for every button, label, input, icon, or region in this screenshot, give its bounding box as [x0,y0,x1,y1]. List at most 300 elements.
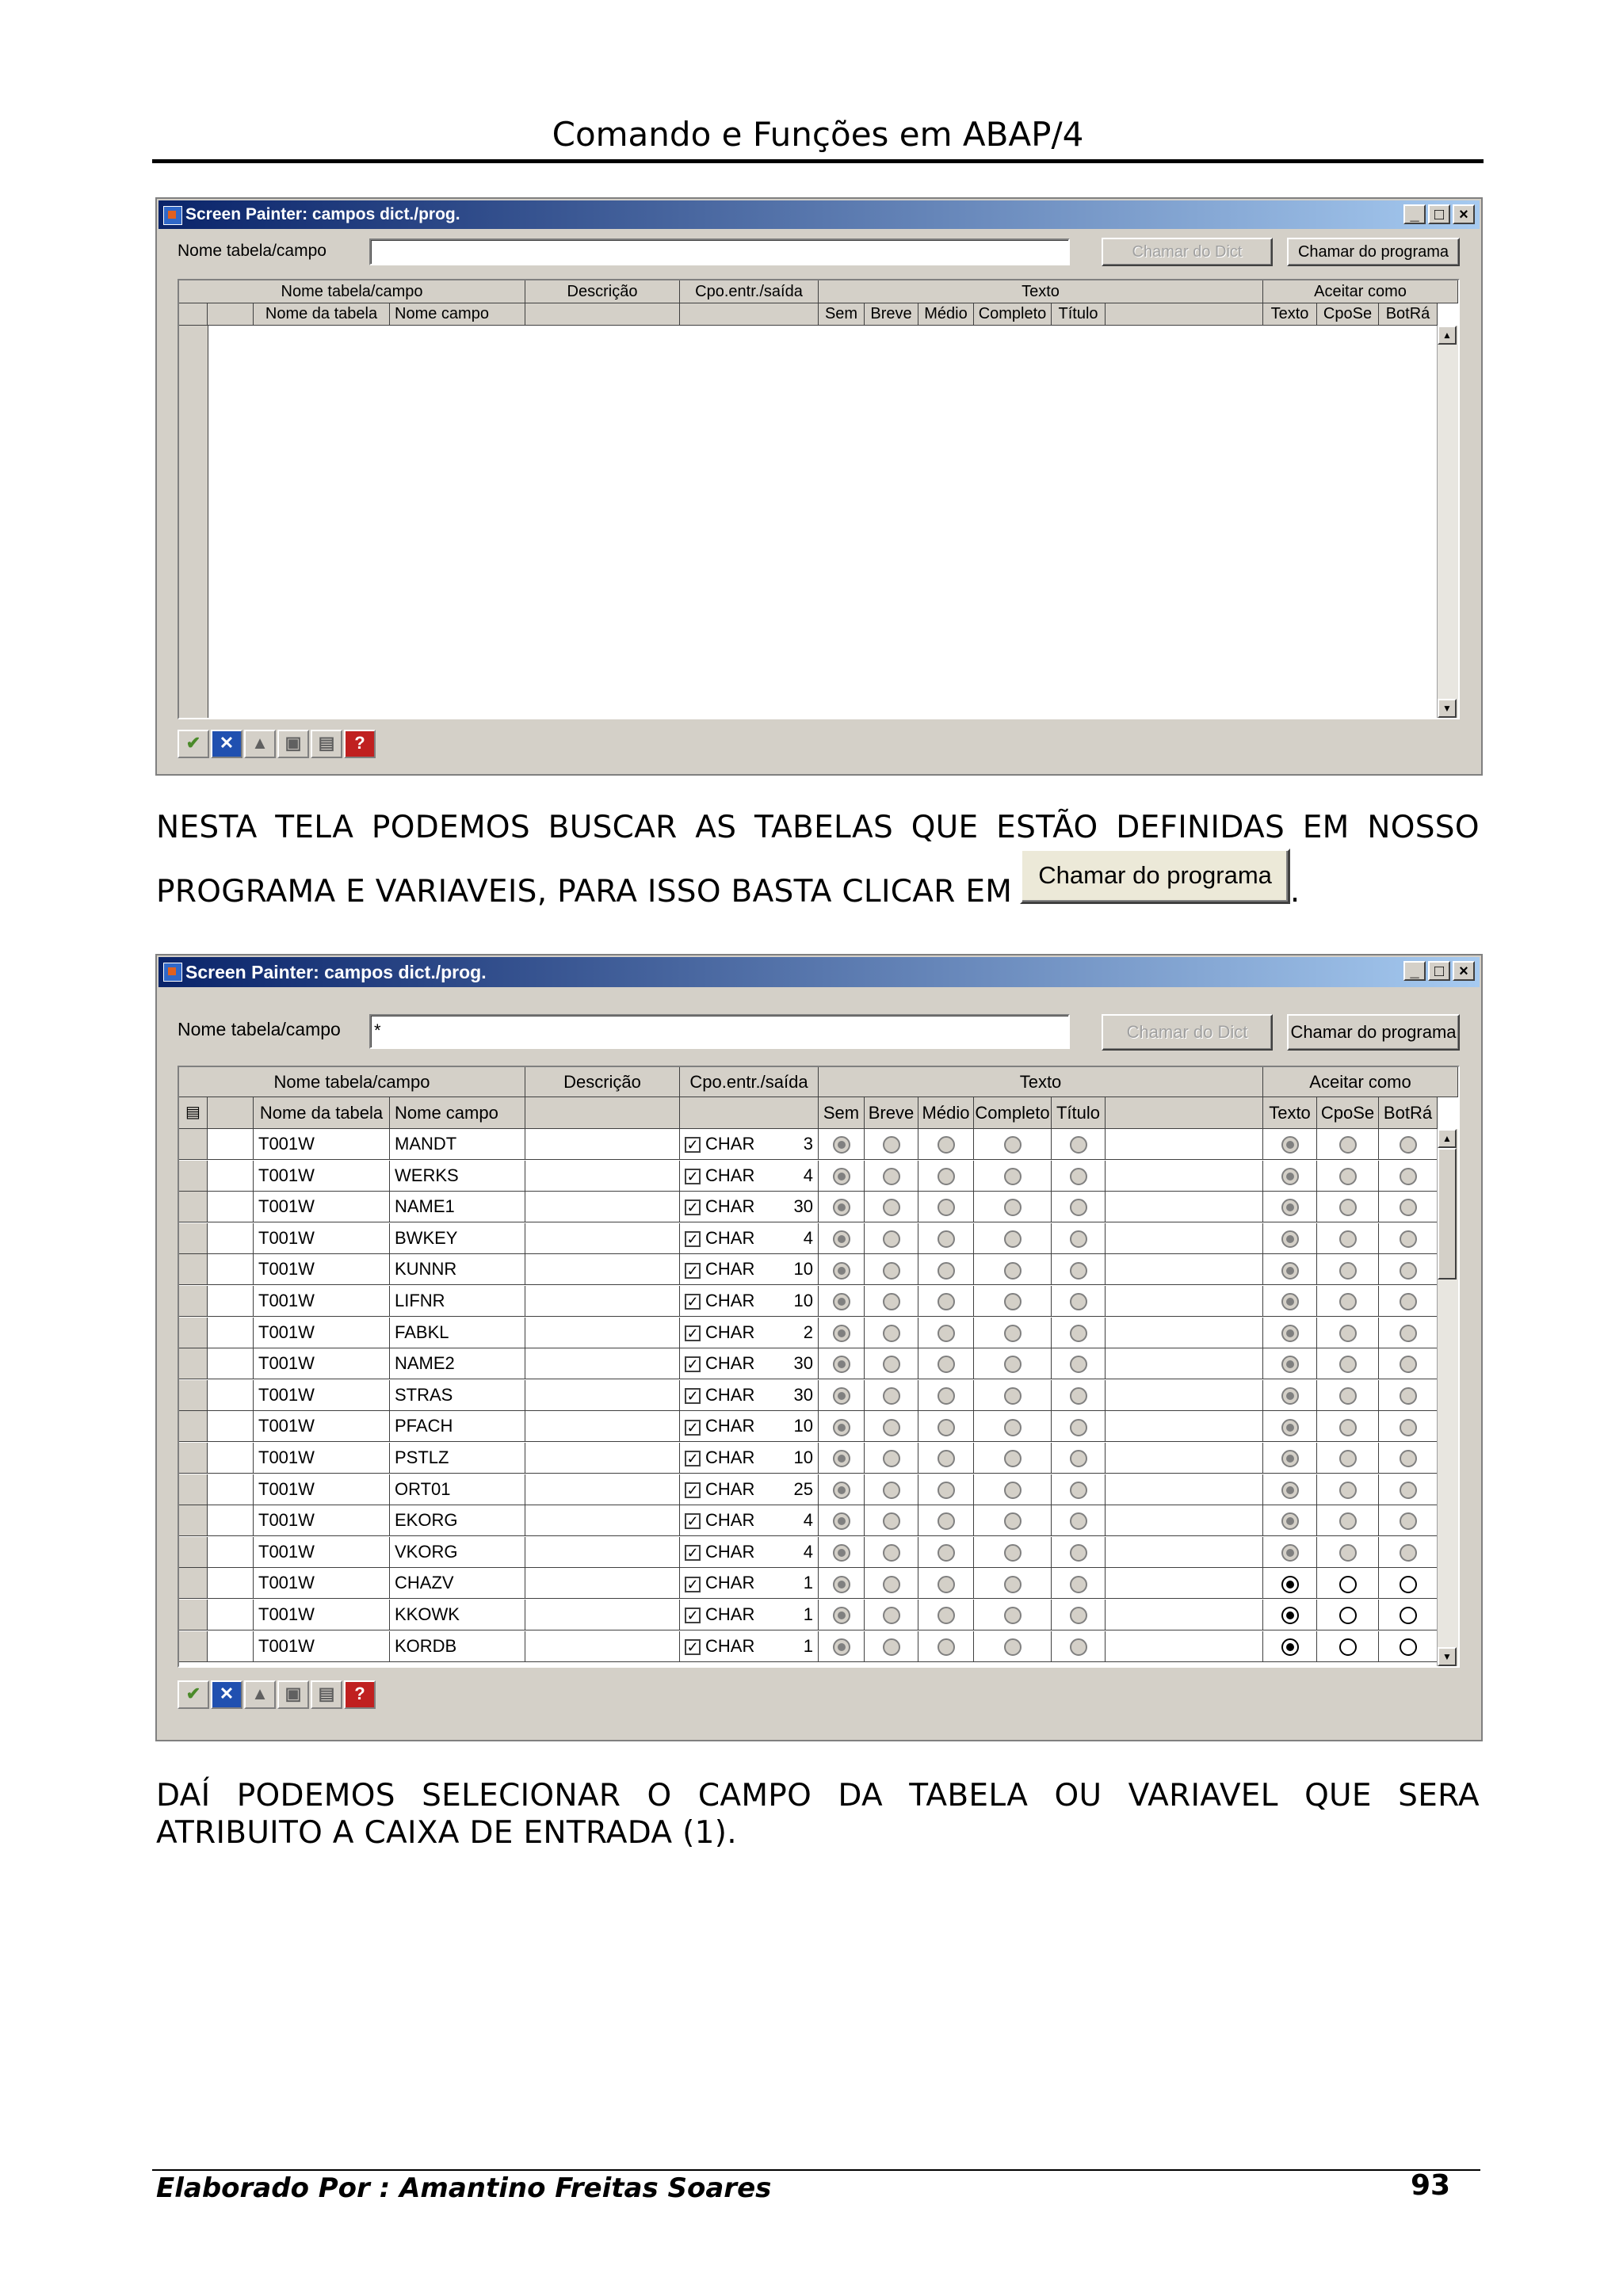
radio-breve[interactable] [883,1293,900,1310]
cpo-cell [680,1223,819,1254]
table-row[interactable] [179,1223,1438,1254]
screen-painter-window-empty [155,197,1483,776]
blank-cell [1106,1223,1263,1254]
checkbox-icon[interactable]: ✓ [685,1137,701,1153]
maximize-button[interactable]: □ [1428,204,1450,224]
blank-cell [208,1568,254,1599]
radio-sem[interactable] [833,1607,850,1624]
radio-botra[interactable] [1400,1168,1417,1185]
table-row[interactable] [179,1192,1438,1222]
radio-completo[interactable] [1004,1512,1022,1530]
description-cell[interactable] [525,1380,680,1411]
checkbox-icon[interactable]: ✓ [685,1231,701,1247]
type-value: CHAR [705,1573,755,1593]
table-row[interactable] [179,1631,1438,1662]
radio-cpose[interactable] [1339,1293,1357,1310]
description-cell[interactable] [525,1568,680,1599]
radio-titulo[interactable] [1070,1607,1087,1624]
print-icon[interactable]: ▲ [244,730,276,758]
radio-titulo[interactable] [1070,1638,1087,1656]
checkbox-icon[interactable]: ✓ [685,1639,701,1655]
table-name-cell[interactable]: T001W [254,1223,390,1254]
radio-cpose[interactable] [1339,1419,1357,1436]
radio-breve[interactable] [883,1325,900,1342]
word: QUE [911,810,979,845]
field-name-cell[interactable]: STRAS [390,1380,525,1411]
radio-completo-cell [974,1537,1052,1568]
radio-botra[interactable] [1400,1230,1417,1248]
radio-medio[interactable] [938,1607,955,1624]
word: ESTÃO [996,810,1098,845]
radio-titulo[interactable] [1070,1293,1087,1310]
nome-tabela-campo-input[interactable] [369,238,1070,265]
maximize-button[interactable]: □ [1428,961,1450,981]
radio-medio[interactable] [938,1576,955,1593]
checkbox-icon[interactable]: ✓ [685,1451,701,1466]
radio-titulo[interactable] [1070,1325,1087,1342]
radio-sem[interactable] [833,1482,850,1499]
radio-medio[interactable] [938,1387,955,1405]
type-value: CHAR [705,1196,755,1217]
cancel-icon[interactable]: ✕ [211,730,242,758]
radio-breve[interactable] [883,1544,900,1562]
table-row[interactable] [179,1600,1438,1630]
radio-completo[interactable] [1004,1576,1022,1593]
radio-cpose[interactable] [1339,1356,1357,1373]
table-name-cell[interactable]: T001W [254,1474,390,1505]
field-name-cell[interactable]: KKOWK [390,1600,525,1630]
radio-botra[interactable] [1400,1387,1417,1405]
row-selector[interactable] [179,1254,208,1285]
table-name-cell[interactable]: T001W [254,1411,390,1442]
close-button[interactable]: × [1453,961,1475,981]
checkbox-icon[interactable]: ✓ [685,1420,701,1436]
checkbox-icon[interactable]: ✓ [685,1577,701,1592]
radio-completo[interactable] [1004,1544,1022,1562]
save-as-icon[interactable]: ▤ [311,1680,342,1709]
radio-medio[interactable] [938,1325,955,1342]
row-selector[interactable] [179,1161,208,1192]
type-value: CHAR [705,1353,755,1374]
checkbox-icon[interactable]: ✓ [685,1325,701,1341]
table-name-cell[interactable]: T001W [254,1537,390,1568]
table-row[interactable] [179,1568,1438,1599]
print-icon[interactable]: ▲ [244,1680,276,1709]
select-all-cell[interactable] [179,303,208,326]
row-selector[interactable] [179,1505,208,1536]
radio-botra[interactable] [1400,1638,1417,1656]
chamar-do-dict-button[interactable]: Chamar do Dict [1102,1014,1273,1051]
description-cell[interactable] [525,1443,680,1474]
field-name-cell[interactable]: EKORG [390,1505,525,1536]
radio-cpose[interactable] [1339,1230,1357,1248]
description-cell[interactable] [525,1129,680,1160]
table-row[interactable] [179,1537,1438,1568]
table-row[interactable] [179,1443,1438,1474]
table-row[interactable] [179,1505,1438,1536]
radio-titulo[interactable] [1070,1136,1087,1154]
chamar-do-programa-button[interactable]: Chamar do programa [1287,238,1460,266]
field-name-cell[interactable]: CHAZV [390,1568,525,1599]
checkbox-icon[interactable]: ✓ [685,1199,701,1215]
table-row[interactable] [179,1411,1438,1442]
radio-completo[interactable] [1004,1450,1022,1467]
field-name-cell[interactable]: FABKL [390,1318,525,1348]
radio-texto[interactable] [1281,1419,1299,1436]
radio-titulo[interactable] [1070,1544,1087,1562]
radio-cpose[interactable] [1339,1544,1357,1562]
radio-medio[interactable] [938,1638,955,1656]
table-row[interactable] [179,1129,1438,1160]
radio-medio[interactable] [938,1262,955,1280]
scroll-up-icon[interactable]: ▲ [1438,1129,1457,1148]
description-cell[interactable] [525,1161,680,1192]
description-cell[interactable] [525,1348,680,1379]
cpo-cell [680,1631,819,1662]
radio-texto[interactable] [1281,1638,1299,1656]
checkbox-icon[interactable]: ✓ [685,1169,701,1184]
help-icon[interactable]: ? [344,730,376,758]
field-name-cell[interactable]: PFACH [390,1411,525,1442]
radio-cpose[interactable] [1339,1482,1357,1499]
radio-titulo[interactable] [1070,1512,1087,1530]
radio-cpose[interactable] [1339,1199,1357,1216]
radio-medio[interactable] [938,1419,955,1436]
radio-breve[interactable] [883,1387,900,1405]
radio-breve[interactable] [883,1638,900,1656]
field-name-cell[interactable]: LIFNR [390,1286,525,1317]
radio-botra[interactable] [1400,1544,1417,1562]
row-selector[interactable] [179,1223,208,1254]
minimize-button[interactable]: _ [1403,204,1426,224]
radio-completo[interactable] [1004,1356,1022,1373]
radio-botra[interactable] [1400,1450,1417,1467]
radio-cpose[interactable] [1339,1136,1357,1154]
radio-medio[interactable] [938,1168,955,1185]
field-name-cell[interactable]: BWKEY [390,1223,525,1254]
description-cell[interactable] [525,1286,680,1317]
blank-cell [1106,1161,1263,1192]
radio-titulo-cell [1052,1631,1106,1662]
radio-texto[interactable] [1281,1450,1299,1467]
table-name-cell[interactable]: T001W [254,1568,390,1599]
table-name-cell[interactable]: T001W [254,1129,390,1160]
group-header-aceitar: Aceitar como [1263,280,1458,303]
radio-breve[interactable] [883,1512,900,1530]
radio-completo[interactable] [1004,1387,1022,1405]
table-name-cell[interactable]: T001W [254,1254,390,1285]
radio-breve[interactable] [883,1356,900,1373]
row-selector[interactable] [179,1129,208,1160]
table-row[interactable] [179,1474,1438,1505]
radio-sem[interactable] [833,1168,850,1185]
blank-header [208,303,254,326]
radio-breve[interactable] [883,1230,900,1248]
col-header-titulo: Título [1052,303,1106,326]
radio-botra[interactable] [1400,1262,1417,1280]
radio-medio-cell [918,1318,974,1348]
radio-titulo[interactable] [1070,1419,1087,1436]
description-cell[interactable] [525,1631,680,1662]
radio-texto[interactable] [1281,1293,1299,1310]
table-row[interactable] [179,1254,1438,1285]
radio-sem[interactable] [833,1262,850,1280]
radio-sem[interactable] [833,1544,850,1562]
radio-medio[interactable] [938,1512,955,1530]
description-cell[interactable] [525,1192,680,1222]
row-selector[interactable] [179,1286,208,1317]
radio-breve[interactable] [883,1450,900,1467]
cancel-icon[interactable]: ✕ [211,1680,242,1709]
radio-breve[interactable] [883,1262,900,1280]
checkmark-icon[interactable]: ✔ [178,730,209,758]
chamar-do-programa-button[interactable]: Chamar do programa [1287,1014,1460,1051]
checkbox-icon[interactable]: ✓ [685,1545,701,1561]
description-cell[interactable] [525,1600,680,1630]
radio-cpose[interactable] [1339,1325,1357,1342]
table-name-cell[interactable]: T001W [254,1192,390,1222]
field-name-cell[interactable]: VKORG [390,1537,525,1568]
row-selector[interactable] [179,1380,208,1411]
radio-breve-cell [865,1348,918,1379]
radio-medio[interactable] [938,1356,955,1373]
radio-medio[interactable] [938,1230,955,1248]
radio-sem[interactable] [833,1230,850,1248]
col-header-botra: BotRá [1379,303,1438,326]
radio-sem[interactable] [833,1325,850,1342]
description-cell[interactable] [525,1505,680,1536]
description-cell[interactable] [525,1537,680,1568]
radio-cpose[interactable] [1339,1607,1357,1624]
checkmark-icon[interactable]: ✔ [178,1680,209,1709]
table-name-cell[interactable]: T001W [254,1443,390,1474]
radio-breve-cell [865,1631,918,1662]
radio-texto[interactable] [1281,1199,1299,1216]
radio-completo[interactable] [1004,1638,1022,1656]
radio-cpose[interactable] [1339,1262,1357,1280]
radio-texto[interactable] [1281,1136,1299,1154]
row-selector[interactable] [179,1474,208,1505]
radio-texto[interactable] [1281,1512,1299,1530]
vertical-scrollbar[interactable] [1437,1129,1458,1666]
radio-breve[interactable] [883,1482,900,1499]
table-row[interactable] [179,1318,1438,1348]
radio-botra[interactable] [1400,1512,1417,1530]
radio-cpose[interactable] [1339,1168,1357,1185]
table-row[interactable] [179,1286,1438,1317]
table-row[interactable] [179,1380,1438,1411]
checkbox-icon[interactable]: ✓ [685,1263,701,1279]
radio-completo[interactable] [1004,1136,1022,1154]
radio-completo[interactable] [1004,1325,1022,1342]
radio-titulo[interactable] [1070,1230,1087,1248]
radio-texto[interactable] [1281,1325,1299,1342]
radio-breve[interactable] [883,1419,900,1436]
table-name-cell[interactable]: T001W [254,1318,390,1348]
table-name-cell[interactable]: T001W [254,1286,390,1317]
radio-medio[interactable] [938,1293,955,1310]
table-name-cell[interactable]: T001W [254,1161,390,1192]
table-row[interactable] [179,1161,1438,1192]
nome-tabela-campo-input[interactable]: * [369,1014,1070,1049]
radio-completo[interactable] [1004,1262,1022,1280]
radio-sem[interactable] [833,1136,850,1154]
window-titlebar[interactable] [158,200,1480,229]
window-titlebar[interactable] [158,957,1480,987]
description-cell[interactable] [525,1223,680,1254]
checkbox-icon[interactable]: ✓ [685,1482,701,1498]
description-cell[interactable] [525,1254,680,1285]
help-icon[interactable]: ? [344,1680,376,1709]
radio-titulo[interactable] [1070,1482,1087,1499]
radio-breve[interactable] [883,1168,900,1185]
row-selector[interactable] [179,1192,208,1222]
radio-texto[interactable] [1281,1230,1299,1248]
table-name-cell[interactable]: T001W [254,1600,390,1630]
radio-sem[interactable] [833,1199,850,1216]
scroll-down-icon[interactable]: ▼ [1438,1647,1457,1666]
field-name-cell[interactable]: NAME2 [390,1348,525,1379]
radio-titulo[interactable] [1070,1262,1087,1280]
radio-texto[interactable] [1281,1387,1299,1405]
row-selector[interactable] [179,1318,208,1348]
close-button[interactable]: × [1453,204,1475,224]
radio-medio[interactable] [938,1450,955,1467]
radio-sem[interactable] [833,1576,850,1593]
radio-texto[interactable] [1281,1482,1299,1499]
col-header-cpo [680,1097,819,1129]
radio-botra[interactable] [1400,1576,1417,1593]
minimize-button[interactable]: _ [1403,961,1426,981]
field-name-cell[interactable]: NAME1 [390,1192,525,1222]
radio-texto[interactable] [1281,1607,1299,1624]
radio-completo[interactable] [1004,1199,1022,1216]
radio-titulo[interactable] [1070,1387,1087,1405]
checkbox-icon[interactable]: ✓ [685,1608,701,1623]
table-row[interactable] [179,1348,1438,1379]
radio-breve[interactable] [883,1576,900,1593]
radio-completo[interactable] [1004,1482,1022,1499]
vertical-scrollbar[interactable] [1437,326,1458,718]
radio-completo[interactable] [1004,1293,1022,1310]
select-all-icon[interactable]: ▤ [179,1097,208,1129]
checkbox-icon[interactable]: ✓ [685,1356,701,1372]
radio-cpose[interactable] [1339,1576,1357,1593]
radio-medio[interactable] [938,1136,955,1154]
save-as-icon[interactable]: ▤ [311,730,342,758]
radio-breve-cell [865,1568,918,1599]
scroll-thumb[interactable] [1438,1148,1457,1280]
radio-sem[interactable] [833,1387,850,1405]
radio-botra[interactable] [1400,1293,1417,1310]
description-cell[interactable] [525,1474,680,1505]
radio-titulo[interactable] [1070,1576,1087,1593]
blank-cell [1106,1129,1263,1160]
radio-sem[interactable] [833,1419,850,1436]
radio-cpose[interactable] [1339,1387,1357,1405]
row-selector[interactable] [179,1631,208,1662]
row-selector[interactable] [179,1568,208,1599]
table-name-cell[interactable]: T001W [254,1348,390,1379]
description-cell[interactable] [525,1411,680,1442]
radio-texto[interactable] [1281,1168,1299,1185]
field-name-cell[interactable]: MANDT [390,1129,525,1160]
row-selector[interactable] [179,1537,208,1568]
radio-titulo[interactable] [1070,1356,1087,1373]
scroll-up-icon[interactable]: ▲ [1438,326,1457,345]
word: OU [1054,1778,1102,1814]
table-name-cell[interactable]: T001W [254,1505,390,1536]
radio-medio[interactable] [938,1544,955,1562]
radio-cpose[interactable] [1339,1638,1357,1656]
radio-texto[interactable] [1281,1356,1299,1373]
radio-texto[interactable] [1281,1262,1299,1280]
row-selector[interactable] [179,1443,208,1474]
row-selector[interactable] [179,1411,208,1442]
radio-sem[interactable] [833,1356,850,1373]
radio-sem[interactable] [833,1450,850,1467]
radio-botra[interactable] [1400,1325,1417,1342]
table-name-cell[interactable]: T001W [254,1380,390,1411]
description-cell[interactable] [525,1318,680,1348]
field-name-cell[interactable]: KUNNR [390,1254,525,1285]
radio-titulo[interactable] [1070,1199,1087,1216]
radio-completo[interactable] [1004,1607,1022,1624]
radio-medio[interactable] [938,1482,955,1499]
save-icon[interactable]: ▣ [277,1680,309,1709]
radio-sem[interactable] [833,1293,850,1310]
radio-botra[interactable] [1400,1607,1417,1624]
field-name-cell[interactable]: KORDB [390,1631,525,1662]
field-name-cell[interactable]: PSTLZ [390,1443,525,1474]
radio-completo-cell [974,1474,1052,1505]
radio-breve[interactable] [883,1136,900,1154]
field-name-cell[interactable]: WERKS [390,1161,525,1192]
radio-texto[interactable] [1281,1576,1299,1593]
radio-botra[interactable] [1400,1136,1417,1154]
radio-medio[interactable] [938,1199,955,1216]
radio-titulo[interactable] [1070,1168,1087,1185]
save-icon[interactable]: ▣ [277,730,309,758]
radio-completo[interactable] [1004,1230,1022,1248]
scroll-down-icon[interactable]: ▼ [1438,699,1457,718]
checkbox-icon[interactable]: ✓ [685,1294,701,1310]
checkbox-icon[interactable]: ✓ [685,1513,701,1529]
radio-completo[interactable] [1004,1168,1022,1185]
radio-cpose-cell [1317,1443,1379,1474]
checkbox-icon[interactable]: ✓ [685,1388,701,1404]
chamar-do-dict-button[interactable]: Chamar do Dict [1102,238,1273,266]
radio-cpose[interactable] [1339,1450,1357,1467]
radio-botra[interactable] [1400,1482,1417,1499]
row-selector[interactable] [179,1600,208,1630]
field-name-cell[interactable]: ORT01 [390,1474,525,1505]
radio-cpose[interactable] [1339,1512,1357,1530]
radio-botra[interactable] [1400,1199,1417,1216]
length-value: 1 [803,1573,813,1593]
radio-sem[interactable] [833,1638,850,1656]
table-name-cell[interactable]: T001W [254,1631,390,1662]
radio-botra[interactable] [1400,1419,1417,1436]
radio-texto[interactable] [1281,1544,1299,1562]
radio-sem[interactable] [833,1512,850,1530]
radio-botra[interactable] [1400,1356,1417,1373]
radio-titulo[interactable] [1070,1450,1087,1467]
row-selector[interactable] [179,1348,208,1379]
radio-completo[interactable] [1004,1419,1022,1436]
radio-breve[interactable] [883,1607,900,1624]
radio-breve[interactable] [883,1199,900,1216]
